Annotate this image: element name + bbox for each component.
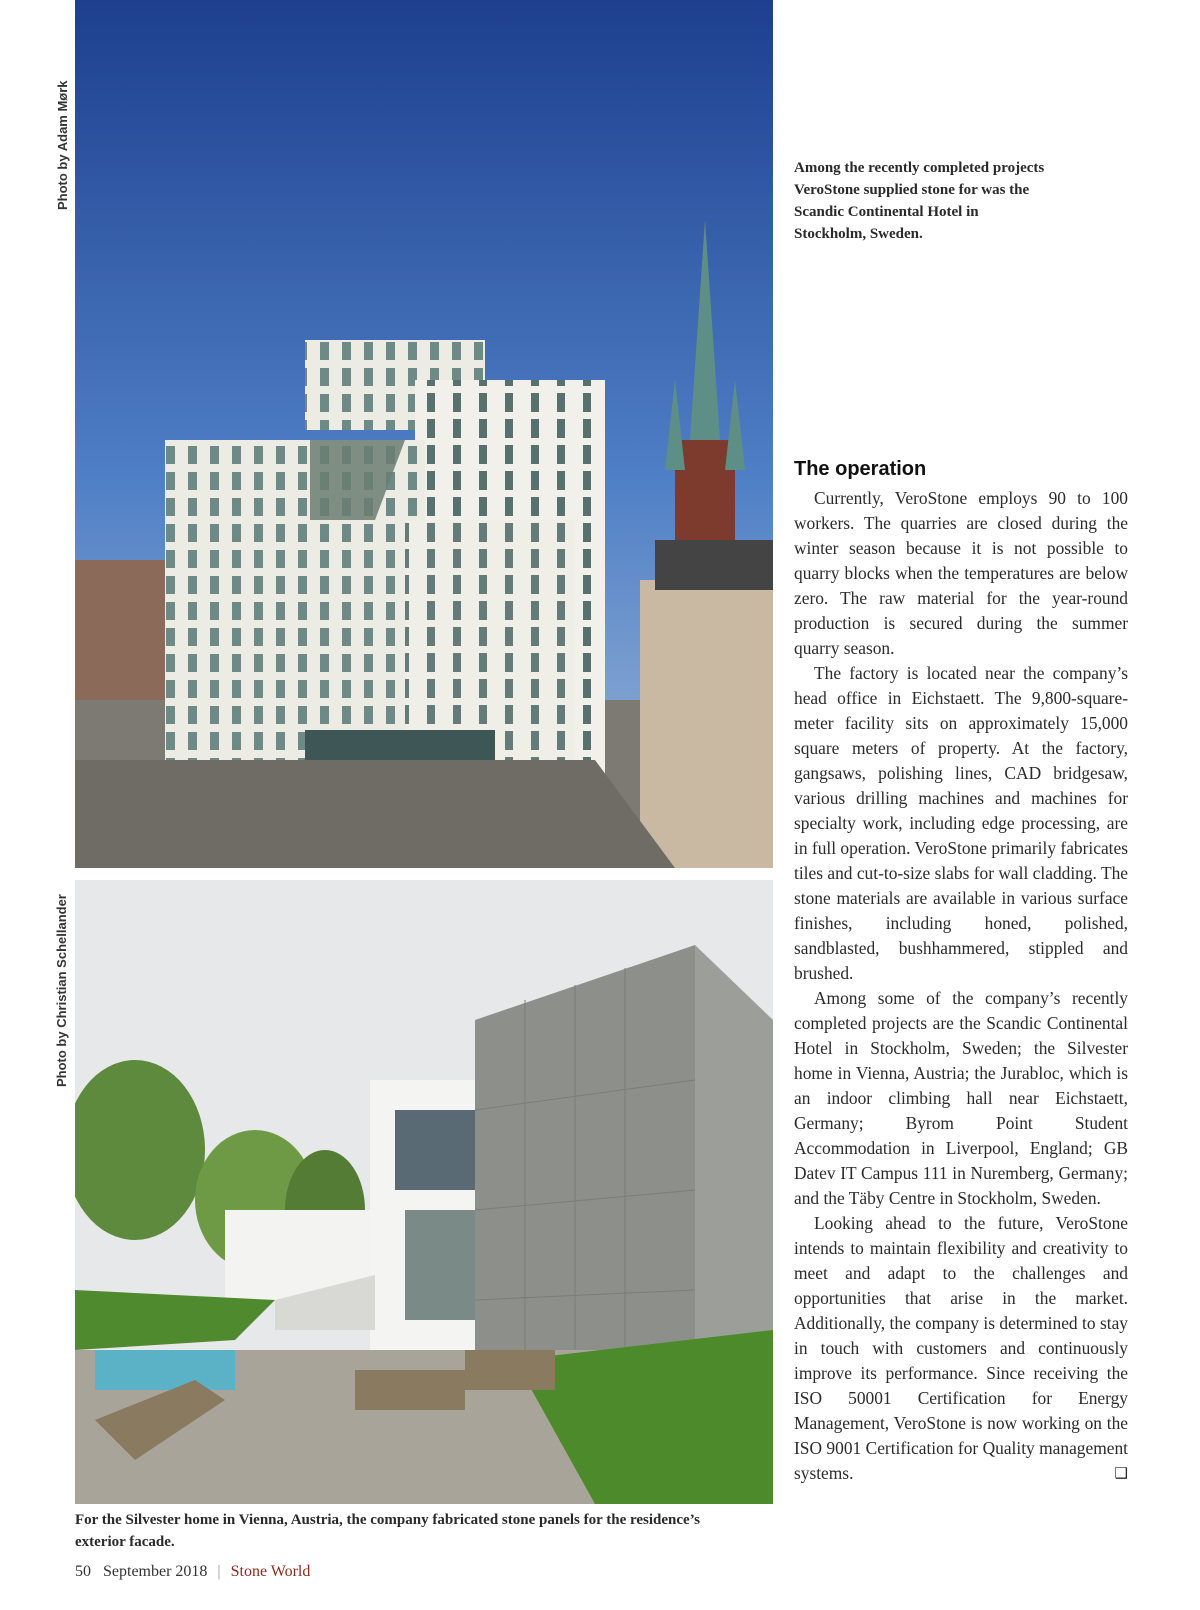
page-number: 50 [75,1563,91,1580]
top-photo-credit: Photo by Adam Mørk [55,80,70,210]
silvester-home-photo [75,880,773,1504]
article-paragraph: Among some of the company’s recently completed projects are the Scandic Continental Hotel in Stockholm, Sweden; the Silvester home in Vienna, Austria; the Jurabloc, which is an indoor climbing hall near Eichstaett, Germany; Byrom Point Student Accommodation in Liverpool, England; GB Datev IT Campus 111 in Nuremberg, Germany; and the Täby Centre in Stockholm, Sweden. [794,988,1128,1208]
magazine-name: Stone World [230,1563,311,1580]
article-body [794,486,1128,1486]
section-heading: The operation [794,458,927,480]
end-of-article-mark: ❑ [1114,1464,1128,1482]
page-folio [75,1563,310,1581]
bottom-photo-caption: For the Silvester home in Vienna, Austria, the company fabricated stone panels for the residence’s exterior facade. [75,1512,700,1550]
article-paragraph: The factory is located near the company’s head office in Eichstaett. The 9,800-square-meter facility sits on approximately 15,000 square meters of property. At the factory, gangsaws, polishing lines, CAD bridgesaw, various drilling machines and machines for specialty work, including edge processing, are in full operation. VeroStone primarily fabricates tiles and cut-to-size slabs for wall cladding. The stone materials are available in various surface finishes, including honed, polished, sandblasted, bushhammered, stippled and brushed. [794,663,1128,983]
article-paragraph [794,1211,1128,1486]
article-paragraph-text: Looking ahead to the future, VeroStone intends to maintain flexibility and creativity to meet and adapt to the challenges and opportunities that arise in the market. Additionally, the company is determined to stay in touch with customers and continuously improve its performance. Since receiving the ISO 50001 Certification for Energy Management, VeroStone is now working on the ISO 9001 Certification for Quality management systems. [794,1213,1128,1483]
issue-date: September 2018 [103,1563,208,1580]
top-photo-caption: Among the recently completed projects VeroStone supplied stone for was the Scandic Continental Hotel in Stockholm, Sweden. [794,160,1045,242]
bottom-photo-credit: Photo by Christian Schellander [54,894,69,1087]
article-paragraph: Currently, VeroStone employs 90 to 100 workers. The quarries are closed during the winter season because it is not possible to quarry blocks when the temperatures are below zero. The raw material for the year-round production is secured during the summer quarry season. [794,488,1128,658]
hotel-photo [75,0,773,868]
folio-separator: | [217,1563,221,1580]
